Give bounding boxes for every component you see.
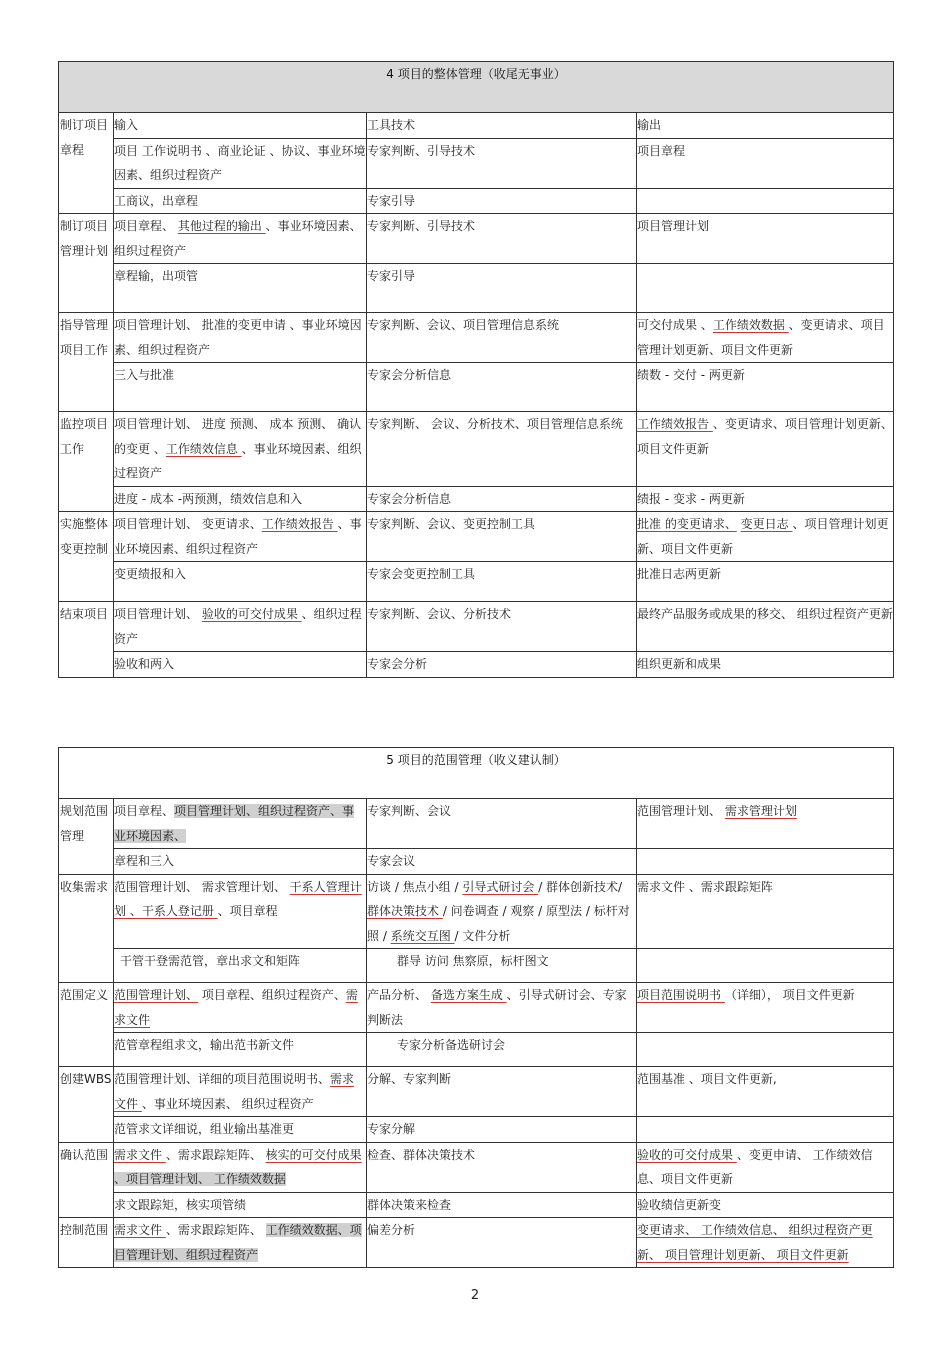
input-underlined: 需求文件 <box>114 1223 166 1237</box>
input-text: 项目章程、组织过程资产、 <box>198 988 346 1002</box>
process-cell: 制订项目管理计划 <box>59 214 114 313</box>
input-underlined: 工作绩效信息 <box>165 441 242 456</box>
header-input: 输入 <box>114 113 367 139</box>
mnemonic-tools: 专家会分析信息 <box>367 363 637 412</box>
process-cell: 收集需求 <box>59 874 114 983</box>
output-underlined: 项目范围说明书 <box>637 988 725 1002</box>
tools-cell: 专家判断、会议、分析技术 <box>367 602 637 652</box>
output-cell: 最终产品服务或成果的移交、 组织过程资产更新 <box>637 602 894 652</box>
input-cell: 项目 工作说明书 、商业论证 、协议、事业环境因素、组织过程资产 <box>114 138 367 188</box>
process-cell: 范围定义 <box>59 983 114 1067</box>
section-5-title: 5 项目的范围管理（收义建认制） <box>59 748 894 799</box>
tools-cell: 专家判断、会议、变更控制工具 <box>367 512 637 562</box>
process-cell: 控制范围 <box>59 1218 114 1268</box>
mnemonic-output: 验收绩信更新变 <box>637 1192 894 1218</box>
mnemonic-output: 批准日志两更新 <box>637 562 894 602</box>
tools-cell <box>367 874 637 949</box>
process-cell: 结束项目 <box>59 602 114 678</box>
output-underlined: 变更请求、 工作绩效信息、 组织过程资产更新、 项目管理计划更新、 项目文件更新 <box>637 1223 873 1262</box>
mnemonic-output: 绩报 - 变求 - 两更新 <box>637 486 894 512</box>
tools-underlined: 系统交互图 <box>390 928 455 943</box>
input-underlined: 核实的可交付成果 <box>265 1147 362 1162</box>
input-cell <box>114 512 367 562</box>
output-underlined: 批准 的变更请求、 <box>637 517 737 531</box>
input-underlined: 需求文件 <box>114 1072 355 1111</box>
mnemonic-input: 验收和两入 <box>114 652 367 678</box>
input-text: 项目管理计划、 <box>114 607 202 621</box>
input-cell <box>114 1218 367 1268</box>
header-tools: 工具技术 <box>367 113 637 139</box>
input-underlined: 验收的可交付成果 <box>201 607 302 621</box>
output-text: （详细）， 项目文件更新 <box>724 988 855 1002</box>
tools-underlined: 引导式研讨会 <box>462 879 539 894</box>
input-underlined: 其他过程的输出 <box>177 219 266 233</box>
output-cell <box>637 799 894 849</box>
input-text: 项目管理计划、 进度 预测、 成本 预测、 确认的变更 、 <box>114 417 362 456</box>
input-underlined: 需求文件 <box>114 1147 166 1162</box>
mnemonic-output <box>637 849 894 875</box>
tools-text: / 文件分析 <box>454 928 511 943</box>
output-underlined: 需求管理计划 <box>724 804 797 818</box>
mnemonic-output <box>637 264 894 313</box>
output-underlined: 工作绩效报告 <box>637 417 713 431</box>
tools-cell: 检查、群体决策技术 <box>367 1142 637 1192</box>
input-cell <box>114 602 367 652</box>
input-cell <box>114 874 367 949</box>
input-highlighted: 、项目管理计划、 工作绩效数据 <box>114 1172 286 1186</box>
output-cell <box>637 1218 894 1268</box>
process-cell: 规划范围管理 <box>59 799 114 875</box>
input-cell <box>114 1067 367 1117</box>
mnemonic-tools: 群导 访问 焦察原，标杆图文 <box>367 949 637 983</box>
mnemonic-tools: 专家分析备选研讨会 <box>367 1033 637 1067</box>
mnemonic-input: 章程输，出项管 <box>114 264 367 313</box>
process-cell: 监控项目工作 <box>59 412 114 512</box>
output-cell: 项目管理计划 <box>637 214 894 264</box>
process-cell: 确认范围 <box>59 1142 114 1218</box>
tools-underlined: 群体决策技术 <box>367 904 443 918</box>
output-cell <box>637 983 894 1033</box>
input-text: 、组织过程资产 <box>114 607 362 646</box>
input-cell <box>114 412 367 487</box>
input-text: 、需求跟踪矩阵、 <box>165 1223 266 1237</box>
mnemonic-tools: 专家分解 <box>367 1117 637 1143</box>
tools-text: 、引导式研讨会、专家判断法 <box>367 988 627 1027</box>
output-text: 、项目管理计划更新、项目文件更新 <box>637 517 889 556</box>
input-underlined: 工作绩效报告 <box>261 517 338 531</box>
mnemonic-tools: 专家引导 <box>367 188 637 214</box>
process-cell: 指导管理项目工作 <box>59 313 114 412</box>
tools-underlined: 备选方案生成 <box>430 988 507 1002</box>
mnemonic-output <box>637 1117 894 1143</box>
input-text: 范围管理计划、详细的项目范围说明书、 <box>114 1072 331 1086</box>
header-output: 输出 <box>637 113 894 139</box>
input-highlighted: 工作绩效数据、项目管理计划、组织过程资产 <box>114 1223 362 1262</box>
input-text: 、事业环境因素、组织过程资产 <box>114 517 362 556</box>
mnemonic-input: 工商议，出章程 <box>114 188 367 214</box>
tools-cell: 专家判断、 会议、分析技术、项目管理信息系统 <box>367 412 637 487</box>
output-cell <box>637 313 894 363</box>
mnemonic-input: 进度 - 成本 -两预测，绩效信息和入 <box>114 486 367 512</box>
tools-cell: 专家判断、会议、项目管理信息系统 <box>367 313 637 363</box>
mnemonic-tools: 专家会分析信息 <box>367 486 637 512</box>
mnemonic-output <box>637 188 894 214</box>
input-cell <box>114 799 367 849</box>
tools-cell: 专家判断、引导技术 <box>367 138 637 188</box>
input-underlined: 干系人管理计划 、干系人登记册 <box>114 879 362 918</box>
mnemonic-tools: 专家会变更控制工具 <box>367 562 637 602</box>
tools-cell <box>367 983 637 1033</box>
mnemonic-tools: 专家会分析 <box>367 652 637 678</box>
tools-text: / 问卷调查 / 观察 / 原型法 / 标杆对照 / <box>367 904 630 943</box>
page-number: 2 <box>470 1288 480 1303</box>
input-text: 范围管理计划、 需求管理计划、 <box>114 879 290 894</box>
input-text: 、需求跟踪矩阵、 <box>165 1147 266 1162</box>
output-underlined: 变更日志 <box>740 517 793 531</box>
process-cell: 创建WBS <box>59 1067 114 1143</box>
mnemonic-input: 范管求文详细说，组业输出基准更 <box>114 1117 367 1143</box>
input-cell <box>114 983 367 1033</box>
input-cell <box>114 214 367 264</box>
output-text: 可交付成果 、 <box>637 318 713 332</box>
output-underlined: 工作绩效数据 <box>712 318 789 332</box>
output-cell <box>637 412 894 487</box>
output-cell: 项目章程 <box>637 138 894 188</box>
input-highlighted: 项目管理计划、组织过程资产、事业环境因素、 <box>114 804 355 843</box>
mnemonic-input: 变更绩报和入 <box>114 562 367 602</box>
mnemonic-input: 求文跟踪矩，核实项管绩 <box>114 1192 367 1218</box>
output-text: 范围管理计划、 <box>637 804 725 818</box>
output-text: 、变更申请、 工作绩效信息、项目文件更新 <box>637 1147 873 1186</box>
tools-text: 产品分析、 <box>367 988 431 1002</box>
mnemonic-input: 范管章程组求文，输出范书新文件 <box>114 1033 367 1067</box>
section-4-title: 4 项目的整体管理（收尾无事业） <box>59 62 894 113</box>
output-text: 、变更请求、项目管理计划更新、项目文件更新 <box>637 318 885 357</box>
tools-text: 访谈 / 焦点小组 / <box>367 879 463 894</box>
process-cell: 制订项目章程 <box>59 113 114 214</box>
input-cell <box>114 1142 367 1192</box>
mnemonic-tools: 专家会议 <box>367 849 637 875</box>
input-text: 、事业环境因素、组织过程资产 <box>114 219 362 258</box>
input-text: 项目章程、 <box>114 804 175 818</box>
mnemonic-output <box>637 949 894 983</box>
input-text: 、事业环境因素、组织过程资产 <box>114 441 362 480</box>
mnemonic-input: 干管干登需范管，章出求文和矩阵 <box>114 949 367 983</box>
output-cell <box>637 1142 894 1192</box>
output-cell: 需求文件 、需求跟踪矩阵 <box>637 874 894 949</box>
input-text: 、事业环境因素、 组织过程资产 <box>141 1096 314 1111</box>
mnemonic-input: 章程和三入 <box>114 849 367 875</box>
input-underlined: 需求文件 <box>114 988 358 1027</box>
tools-cell: 专家判断、引导技术 <box>367 214 637 264</box>
input-text: 项目管理计划、 变更请求、 <box>114 517 262 531</box>
output-text: 、变更请求、项目管理计划更新、项目文件更新 <box>637 417 893 456</box>
tools-cell: 专家判断、会议 <box>367 799 637 849</box>
mnemonic-tools: 群体决策来检查 <box>367 1192 637 1218</box>
tools-cell: 分解、专家判断 <box>367 1067 637 1117</box>
process-cell: 实施整体变更控制 <box>59 512 114 602</box>
input-text: 项目章程、 <box>114 219 178 233</box>
input-cell: 项目管理计划、 批准的变更申请 、事业环境因素、组织过程资产 <box>114 313 367 363</box>
mnemonic-output <box>637 1033 894 1067</box>
mnemonic-output: 绩数 - 交付 - 两更新 <box>637 363 894 412</box>
mnemonic-input: 三入与批准 <box>114 363 367 412</box>
tools-cell: 偏差分析 <box>367 1218 637 1268</box>
input-text: 、项目章程 <box>217 904 278 918</box>
input-underlined: 范围管理计划、 <box>114 988 199 1002</box>
mnemonic-output: 组织更新和成果 <box>637 652 894 678</box>
output-cell: 范围基准 、项目文件更新, <box>637 1067 894 1117</box>
mnemonic-tools: 专家引导 <box>367 264 637 313</box>
integration-management-table <box>58 61 894 678</box>
scope-management-table <box>58 747 894 1268</box>
output-cell <box>637 512 894 562</box>
output-underlined: 验收的可交付成果 <box>637 1147 737 1162</box>
tools-text: / 群体创新技术/ <box>538 879 623 894</box>
